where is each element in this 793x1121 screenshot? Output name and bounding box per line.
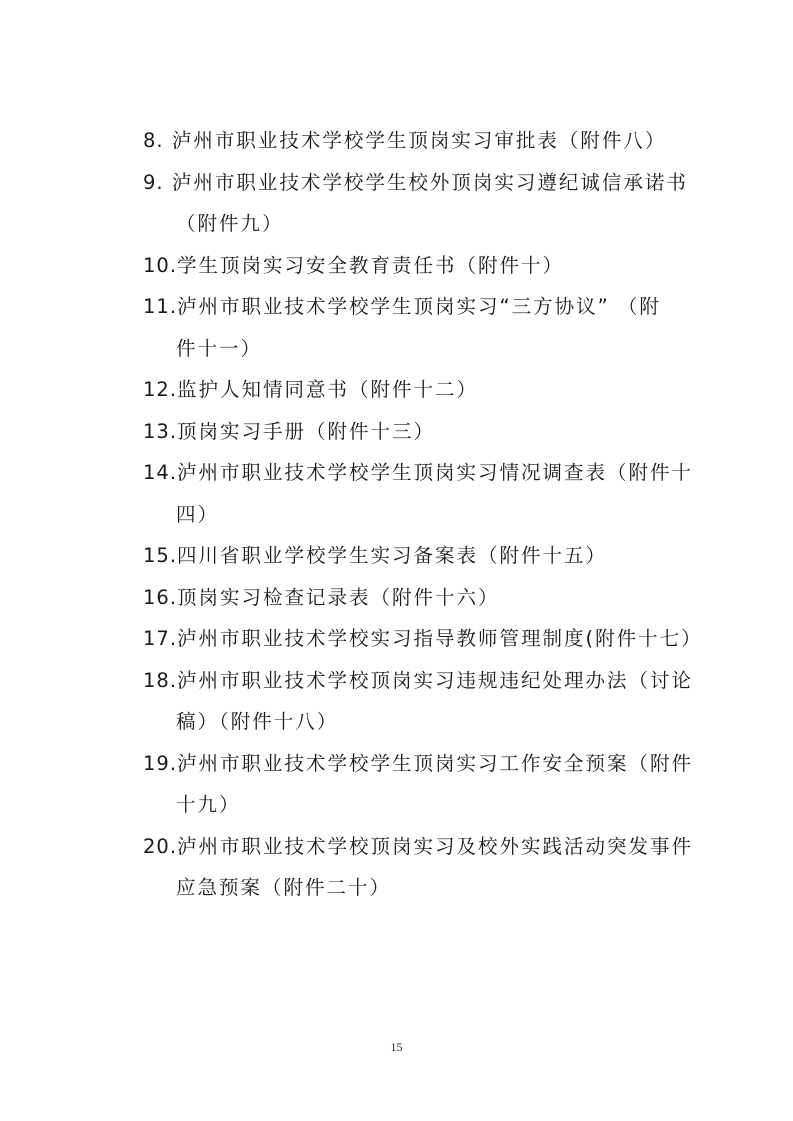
list-item-line <box>143 452 703 494</box>
item-continuation: 件十一） <box>176 336 263 360</box>
list-item-line <box>143 618 703 660</box>
list-item <box>143 286 703 369</box>
item-number: 10. <box>143 253 178 277</box>
item-number: 9. <box>143 170 164 194</box>
list-item-line <box>143 826 703 868</box>
attachment-list <box>143 120 703 909</box>
item-continuation: 应急预案（附件二十） <box>176 876 392 899</box>
item-number: 19. <box>143 751 178 775</box>
list-item <box>143 660 703 743</box>
list-item <box>143 245 703 287</box>
list-item-line <box>143 245 703 287</box>
item-number: 16. <box>143 585 178 609</box>
page-number: 15 <box>390 1040 403 1054</box>
item-number: 15. <box>143 544 178 567</box>
list-item-line <box>143 535 703 577</box>
list-item-line <box>143 120 703 162</box>
list-item-line <box>143 743 703 785</box>
list-item <box>143 369 703 411</box>
item-text: 监护人知情同意书（附件十二） <box>177 378 479 401</box>
item-number: 12. <box>143 378 178 401</box>
item-continuation: 稿）（附件十八） <box>176 710 339 733</box>
list-item <box>143 577 703 619</box>
list-item-line <box>143 411 703 453</box>
item-continuation: （附件九） <box>176 212 284 235</box>
list-item <box>143 826 703 909</box>
item-text: 四川省职业学校学生实习备案表（附件十五） <box>177 544 608 567</box>
list-item-line <box>143 162 703 204</box>
item-number: 13. <box>143 419 178 443</box>
list-item <box>143 162 703 245</box>
item-text: 泸州市职业技术学校学生顶岗实习“三方协议” （附 <box>177 295 661 318</box>
item-number: 18. <box>143 668 178 692</box>
item-number: 17. <box>143 627 178 650</box>
item-text: 顶岗实习检查记录表（附件十六） <box>177 585 500 609</box>
item-text: 泸州市职业技术学校实习指导教师管理制度(附件十七） <box>177 627 703 650</box>
item-text: 泸州市职业技术学校顶岗实习及校外实践活动突发事件 <box>177 834 694 858</box>
list-item <box>143 120 703 162</box>
item-text: 泸州市职业技术学校学生顶岗实习情况调查表（附件十 <box>177 461 694 484</box>
item-text: 泸州市职业技术学校学生顶岗实习工作安全预案（附件 <box>177 751 694 775</box>
list-item <box>143 618 703 660</box>
list-item <box>143 743 703 826</box>
item-number: 8. <box>143 129 164 152</box>
item-text: 顶岗实习手册（附件十三） <box>177 419 436 443</box>
item-text: 泸州市职业技术学校学生顶岗实习审批表（附件八） <box>171 129 667 152</box>
item-text: 泸州市职业技术学校顶岗实习违规违纪处理办法（讨论 <box>177 668 694 692</box>
list-item-line <box>143 369 703 411</box>
list-item-line <box>143 577 703 619</box>
item-number: 11. <box>143 295 178 318</box>
item-continuation: 十九） <box>176 793 241 816</box>
list-item-line <box>143 286 703 328</box>
list-item-line <box>143 660 703 702</box>
list-item <box>143 535 703 577</box>
item-text: 学生顶岗实习安全教育责任书（附件十） <box>177 253 565 277</box>
list-item <box>143 411 703 453</box>
item-continuation: 四） <box>176 502 220 526</box>
item-number: 14. <box>143 461 178 484</box>
list-item <box>143 452 703 535</box>
item-number: 20. <box>143 834 178 858</box>
item-text: 泸州市职业技术学校学生校外顶岗实习遵纪诚信承诺书 <box>171 170 688 194</box>
